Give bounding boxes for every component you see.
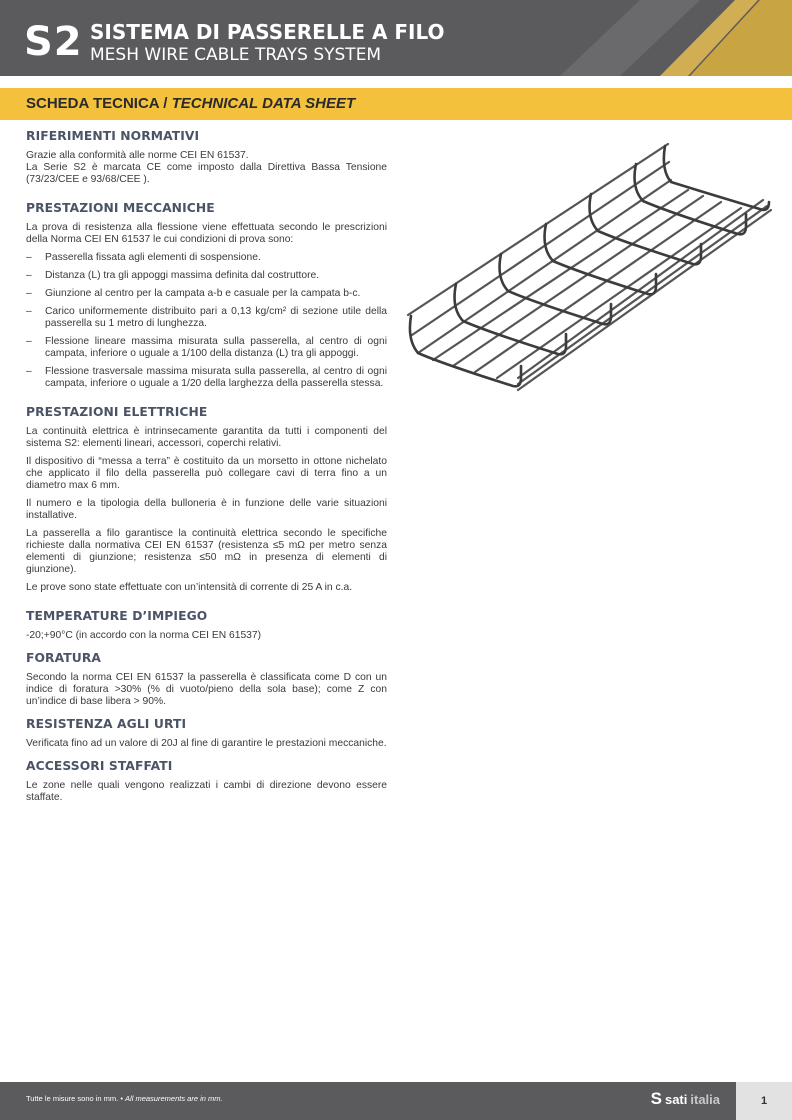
page-header [0, 0, 792, 76]
section-urti [26, 716, 387, 750]
brand-logo [651, 1089, 720, 1109]
series-logo: S2 [24, 19, 83, 65]
measurement-note-it: Tutte le misure sono in mm. • [26, 1094, 126, 1103]
page-title-it: SISTEMA DI PASSERELLE A FILO [90, 20, 445, 44]
paragraph: La passerella a filo garantisce la continuità elettrica secondo le specifiche richieste dalla normativa CEI EN 61537 (resistenza ≤5 mΩ per metro senza elementi di giunzione; resistenza ≤50 mΩ in presenza di elementi di giunzione). [26, 528, 387, 575]
list-item: – Carico uniformemente distribuito pari a 0,13 kg/cm² di sezione utile della passerella su 1 metro di lunghezza. [26, 306, 387, 330]
main-content [26, 128, 387, 812]
list-item: – Distanza (L) tra gli appoggi massima definita dal costruttore. [26, 270, 387, 282]
test-conditions-list [26, 252, 387, 390]
page-title-en: MESH WIRE CABLE TRAYS SYSTEM [90, 45, 382, 65]
section-foratura [26, 650, 387, 708]
page-number: 1 [736, 1082, 792, 1120]
paragraph: Il dispositivo di “messa a terra” è costituito da un morsetto in ottone nichelato che applicato il filo della passerella può collegare cavi di terra fino a un diametro max 6 mm. [26, 456, 387, 491]
tray-wires [408, 144, 771, 390]
section-riferimenti [26, 128, 387, 186]
section-title: ACCESSORI STAFFATI [26, 759, 173, 773]
list-item: – Giunzione al centro per la campata a-b e casuale per la campata b-c. [26, 288, 387, 300]
cross-wire [664, 146, 769, 210]
paragraph: La continuità elettrica è intrinsecamente garantita da tutti i componenti del sistema S2: elementi lineari, accessori, coperchi relativi. [26, 426, 387, 449]
paragraph: -20;+90°C (in accordo con la norma CEI EN 61537) [26, 630, 262, 641]
list-item: – Flessione lineare massima misurata sulla passerella, al centro di ogni campata, inferiore o uguale a 1/100 della distanza (L) tra gli appoggi. [26, 336, 387, 360]
paragraph: Secondo la norma CEI EN 61537 la passerella è classificata come D con un indice di foratura >30% (% di vuoto/pieno della sola base); come Z con un’indice di base libera > 90%. [26, 672, 387, 707]
brand-name: sati [664, 1092, 688, 1107]
datasheet-label-it: SCHEDA TECNICA / [26, 95, 172, 112]
section-temperatura [26, 608, 387, 642]
measurement-note [26, 1094, 223, 1103]
section-elettriche [26, 404, 387, 594]
rail-near-bottom [418, 180, 671, 353]
brand-suffix: italia [690, 1092, 720, 1107]
cable-tray-image [403, 140, 778, 400]
list-item: – Flessione trasversale massima misurata sulla passerella, al centro di ogni campata, inferiore o uguale a 1/20 della larghezza della passerella stessa. [26, 366, 387, 390]
tray-cross-wires [410, 146, 769, 386]
paragraph: La prova di resistenza alla flessione viene effettuata secondo le prescrizioni della Norma CEI EN 61537 le cui condizioni di prova sono: [26, 222, 387, 245]
base-wire [475, 202, 721, 372]
datasheet-label [26, 95, 355, 112]
measurement-note-en: All measurements are in mm. [125, 1094, 223, 1103]
section-staffati [26, 758, 387, 804]
paragraph: La Serie S2 è marcata CE come imposto dalla Direttiva Bassa Tensione (73/23/CEE e 93/68/CEE ). [26, 162, 387, 185]
section-meccaniche [26, 200, 387, 390]
section-title: FORATURA [26, 651, 102, 665]
paragraph: Grazie alla conformità alle norme CEI EN 61537. [26, 150, 249, 161]
list-item: – Passerella fissata agli elementi di sospensione. [26, 252, 387, 264]
rail-far-bottom [518, 200, 763, 378]
section-title: TEMPERATURE D’IMPIEGO [26, 609, 208, 623]
paragraph: Verificata fino ad un valore di 20J al fine di garantire le prestazioni meccaniche. [26, 738, 387, 749]
paragraph: Le zone nelle quali vengono realizzati i cambi di direzione devono essere staffate. [26, 780, 387, 803]
datasheet-bar [0, 88, 792, 120]
section-title: RIFERIMENTI NORMATIVI [26, 129, 200, 143]
paragraph: Il numero e la tipologia della bulloneria è in funzione delle varie situazioni installative. [26, 498, 387, 521]
paragraph: Le prove sono state effettuate con un’intensità di corrente di 25 A in c.a. [26, 582, 353, 593]
brand-mark-icon: S [650, 1089, 662, 1108]
section-title: PRESTAZIONI MECCANICHE [26, 201, 215, 215]
page-footer [0, 1082, 736, 1120]
section-title: PRESTAZIONI ELETTRICHE [26, 405, 208, 419]
section-title: RESISTENZA AGLI URTI [26, 717, 187, 731]
datasheet-label-en: TECHNICAL DATA SHEET [171, 95, 356, 112]
